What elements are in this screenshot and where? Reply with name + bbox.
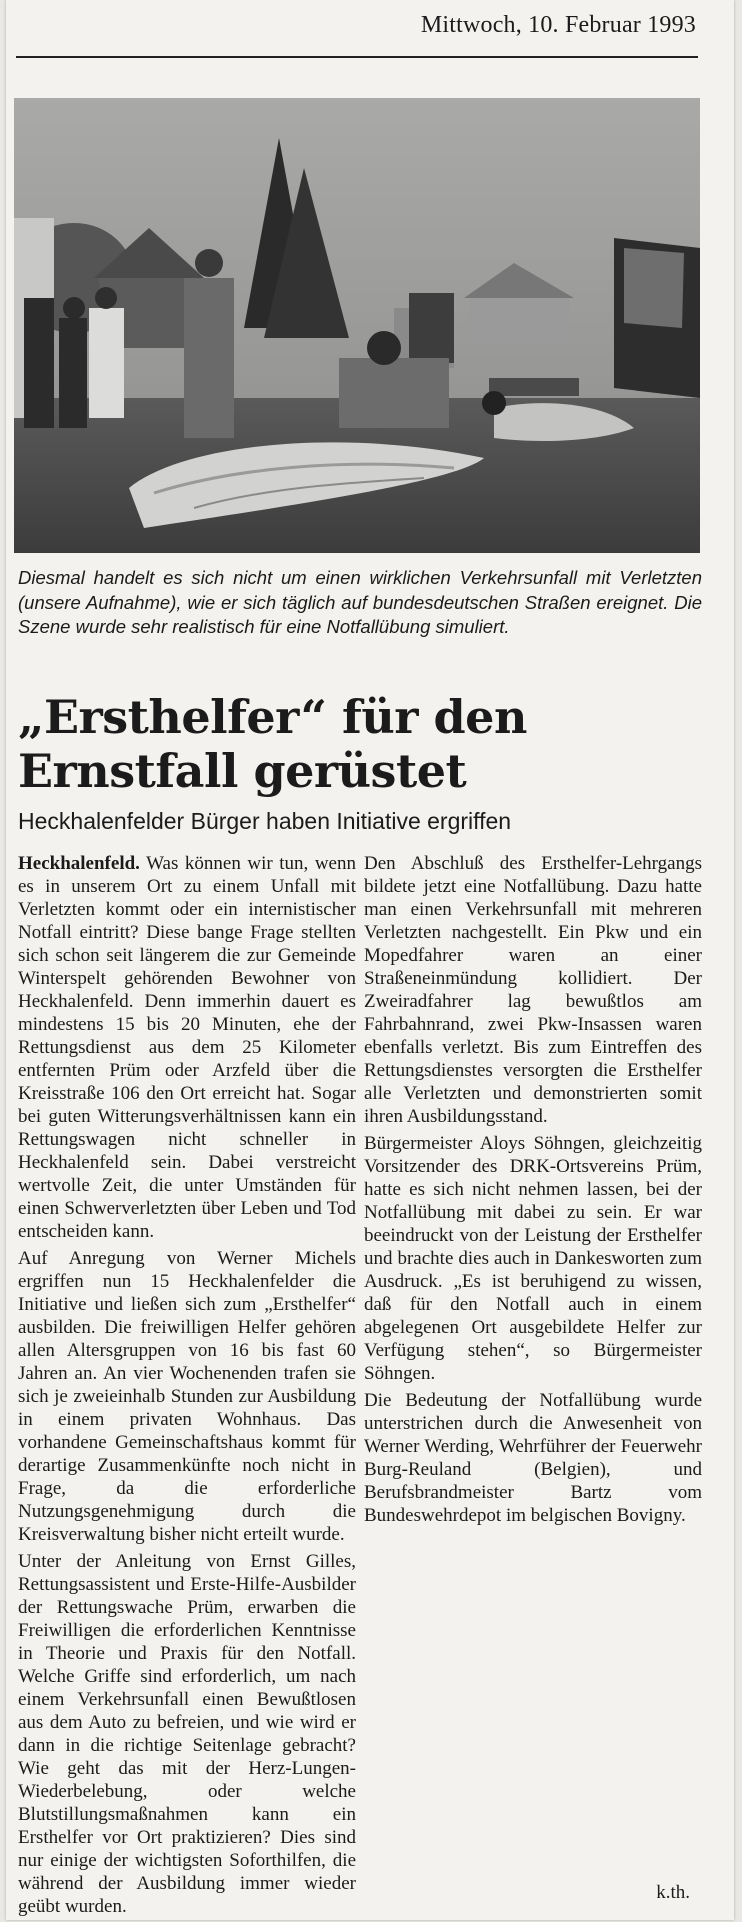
article-paragraph-3: Unter der Anleitung von Ernst Gilles, Rettungsassistent und Erste-Hilfe-Ausbilder der Rettungswache Prüm, erwarben die Freiwilligen die erforderlichen Kenntnisse in Theorie und Praxis für den Notfall. Welche Griffe sind erforderlich, um nach einem Verkehrsunfall einen Bewußtlosen aus dem Auto zu befreien, und wie wird er dann in die richtige Seitenlage gebracht? Wie geht das mit der Herz-Lungen-Wiederbelebung, oder welche Blutstillungsmaßnahmen kann ein Ersthelfer vor Ort praktizieren? Dies sind nur einige der wichtigsten Soforthilfen, die während der Ausbildung immer wieder geübt wurden. <box>18 1551 356 1917</box>
photo-illustration <box>14 98 700 553</box>
author-signature: k.th. <box>656 1882 690 1903</box>
news-photo <box>14 98 700 553</box>
headline <box>18 690 708 798</box>
newspaper-clipping <box>6 0 734 1920</box>
article-paragraph-4: Den Abschluß des Ersthelfer-Lehrgangs bildete jetzt eine Notfallübung. Dazu hatte man einen Verkehrsunfall mit mehreren Verletzten nachgestellt. Ein Pkw und ein Mopedfahrer waren an einer Straßeneinmündung kollidiert. Der Zweiradfahrer lag bewußtlos am Fahrbahnrand, zwei Pkw-Insassen waren ebenfalls verletzt. Bis zum Eintreffen des Rettungsdienstes versorgten die Ersthelfer alle Verletzten und demonstrierten somit ihren Ausbildungsstand. <box>364 853 702 1127</box>
dateline: Mittwoch, 10. Februar 1993 <box>420 12 696 38</box>
header-rule <box>16 56 698 58</box>
article-paragraph-1 <box>18 852 356 1243</box>
article-paragraph-2: Auf Anregung von Werner Michels ergriffen nun 15 Heckhalenfelder die Initiative und ließen sich zum „Ersthelfer“ ausbilden. Die freiwilligen Helfer gehören allen Altersgruppen von 16 bis fast 60 Jahren an. An vier Wochenenden trafen sie sich je zweieinhalb Stunden zur Ausbildung in einem privaten Wohnhaus. Das vorhandene Gemeinschaftshaus kommt für derartige Zusammenkünfte noch nicht in Frage, da die erforderliche Nutzungsgenehmigung durch die Kreisverwaltung bisher nicht erteilt wurde. <box>18 1248 356 1545</box>
photo-caption: Diesmal handelt es sich nicht um einen wirklichen Verkehrsunfall mit Verletzten (unsere Aufnahme), wie er sich täglich auf bundesdeutschen Straßen ereignet. Die Szene wurde sehr realistisch für eine Notfallübung simuliert. <box>18 567 702 637</box>
headline-line-1: „Ersthelfer“ für den <box>18 690 527 744</box>
article-column-left <box>18 852 356 1922</box>
article-lead: Heckhalenfeld. <box>18 853 140 874</box>
article-column-right <box>364 852 702 1531</box>
article-paragraph-1-text: Was können wir tun, wenn es in unserem Ort zu einem Unfall mit Verletzten kommt oder ein internistischer Notfall eintritt? Diese bange Frage stellten sich schon seit längerem die zur Gemeinde Winterspelt gehörenden Bewohner von Heckhalenfeld. Denn immerhin dauert es mindestens 15 bis 20 Minuten, ehe der Rettungsdienst aus dem 25 Kilometer entfernten Prüm oder Arzfeld über die Kreisstraße 106 den Ort erreicht hat. Sogar bei guten Witterungsverhältnissen kann ein Rettungswagen nicht schneller in Heckhalenfeld sein. Dabei verstreicht wertvolle Zeit, die unter Umständen für einen Schwerverletzten über Leben und Tod entscheiden kann. <box>18 853 356 1242</box>
article-paragraph-5: Bürgermeister Aloys Söhngen, gleichzeitig Vorsitzender des DRK-Ortsvereins Prüm, hatte es sich nicht nehmen lassen, bei der Notfallübung mit dabei zu sein. Er war beeindruckt von der Leistung der Ersthelfer und brachte dies auch in Dankesworten zum Ausdruck. „Es ist beruhigend zu wissen, daß für den Notfall auch in einem abgelegenen Ort ausgebildete Helfer zur Verfügung stehen“, so Bürgermeister Söhngen. <box>364 1133 702 1384</box>
article-paragraph-6: Die Bedeutung der Notfallübung wurde unterstrichen durch die Anwesenheit von Werner Werding, Wehrführer der Feuerwehr Burg-Reuland (Belgien), und Berufsbrandmeister Bartz vom Bundeswehrdepot im belgischen Bovigny. <box>364 1390 702 1526</box>
headline-line-2: Ernstfall gerüstet <box>18 744 467 798</box>
subheadline: Heckhalenfelder Bürger haben Initiative ergriffen <box>18 808 512 834</box>
